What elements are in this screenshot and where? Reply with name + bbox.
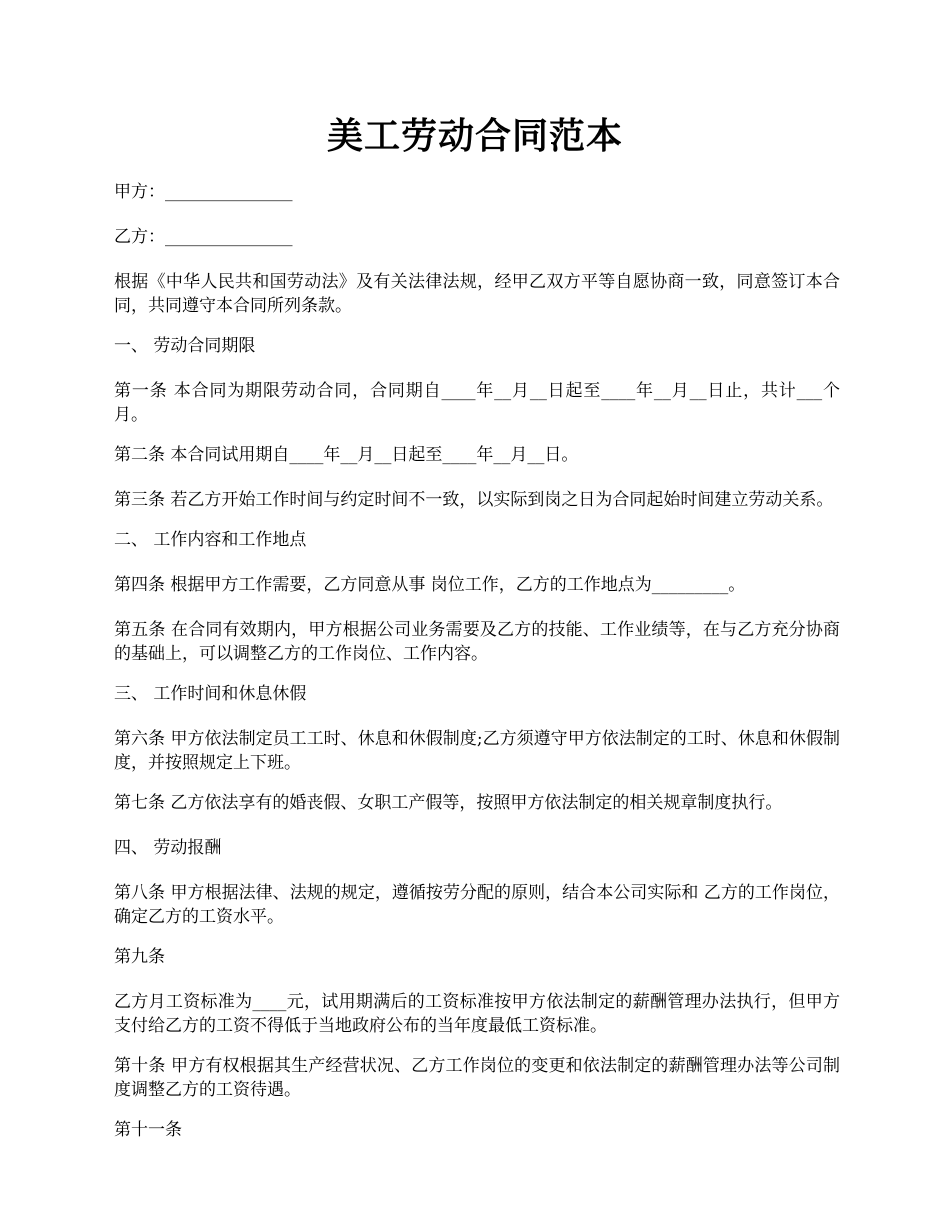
- party-b-line: 乙方：_______________: [114, 227, 293, 247]
- article-paragraph: 乙方月工资标准为____元，试用期满后的工资标准按甲方依法制定的薪酬管理办法执行，但甲方支付给乙方的工资不得低于当地政府公布的当年度最低工资标准。: [114, 992, 840, 1036]
- article-paragraph: 第三条 若乙方开始工作时间与约定时间不一致，以实际到岗之日为合同起始时间建立劳动关系。: [114, 490, 834, 510]
- article-paragraph: 第二条 本合同试用期自____年__月__日起至____年__月__日。: [114, 445, 579, 465]
- document-title: 美工劳动合同范本: [326, 115, 623, 157]
- preamble-paragraph: 根据《中华人民共和国劳动法》及有关法律法规，经甲乙双方平等自愿协商一致，同意签订本合同，共同遵守本合同所列条款。: [114, 272, 840, 316]
- article-paragraph: 第八条 甲方根据法律、法规的规定，遵循按劳分配的原则，结合本公司实际和 乙方的工作岗位，确定乙方的工资水平。: [114, 883, 840, 927]
- section-heading: 三、 工作时间和休息休假: [114, 684, 307, 704]
- section-heading: 四、 劳动报酬: [114, 838, 222, 858]
- article-paragraph: 第六条 甲方依法制定员工工时、休息和休假制度;乙方须遵守甲方依法制定的工时、休息和休假制度，并按照规定上下班。: [114, 729, 840, 773]
- section-heading: 二、 工作内容和工作地点: [114, 530, 307, 550]
- section-heading: 一、 劳动合同期限: [114, 336, 256, 356]
- article-paragraph: 第七条 乙方依法享有的婚丧假、女职工产假等，按照甲方依法制定的相关规章制度执行。: [114, 793, 783, 813]
- article-paragraph: 第五条 在合同有效期内，甲方根据公司业务需要及乙方的技能、工作业绩等，在与乙方充分协商的基础上，可以调整乙方的工作岗位、工作内容。: [114, 620, 840, 664]
- document-body: [114, 180, 840, 1163]
- article-paragraph: 第十一条: [114, 1120, 182, 1140]
- article-paragraph: 第九条: [114, 947, 165, 967]
- party-a-line: 甲方：_______________: [114, 182, 293, 202]
- article-paragraph: 第四条 根据甲方工作需要，乙方同意从事 岗位工作，乙方的工作地点为_________。: [114, 575, 746, 595]
- article-paragraph: 第一条 本合同为期限劳动合同，合同期自____年__月__日起至____年__月__日止，共计___个月。: [114, 381, 840, 425]
- article-paragraph: 第十条 甲方有权根据其生产经营状况、乙方工作岗位的变更和依法制定的薪酬管理办法等公司制度调整乙方的工资待遇。: [114, 1056, 840, 1100]
